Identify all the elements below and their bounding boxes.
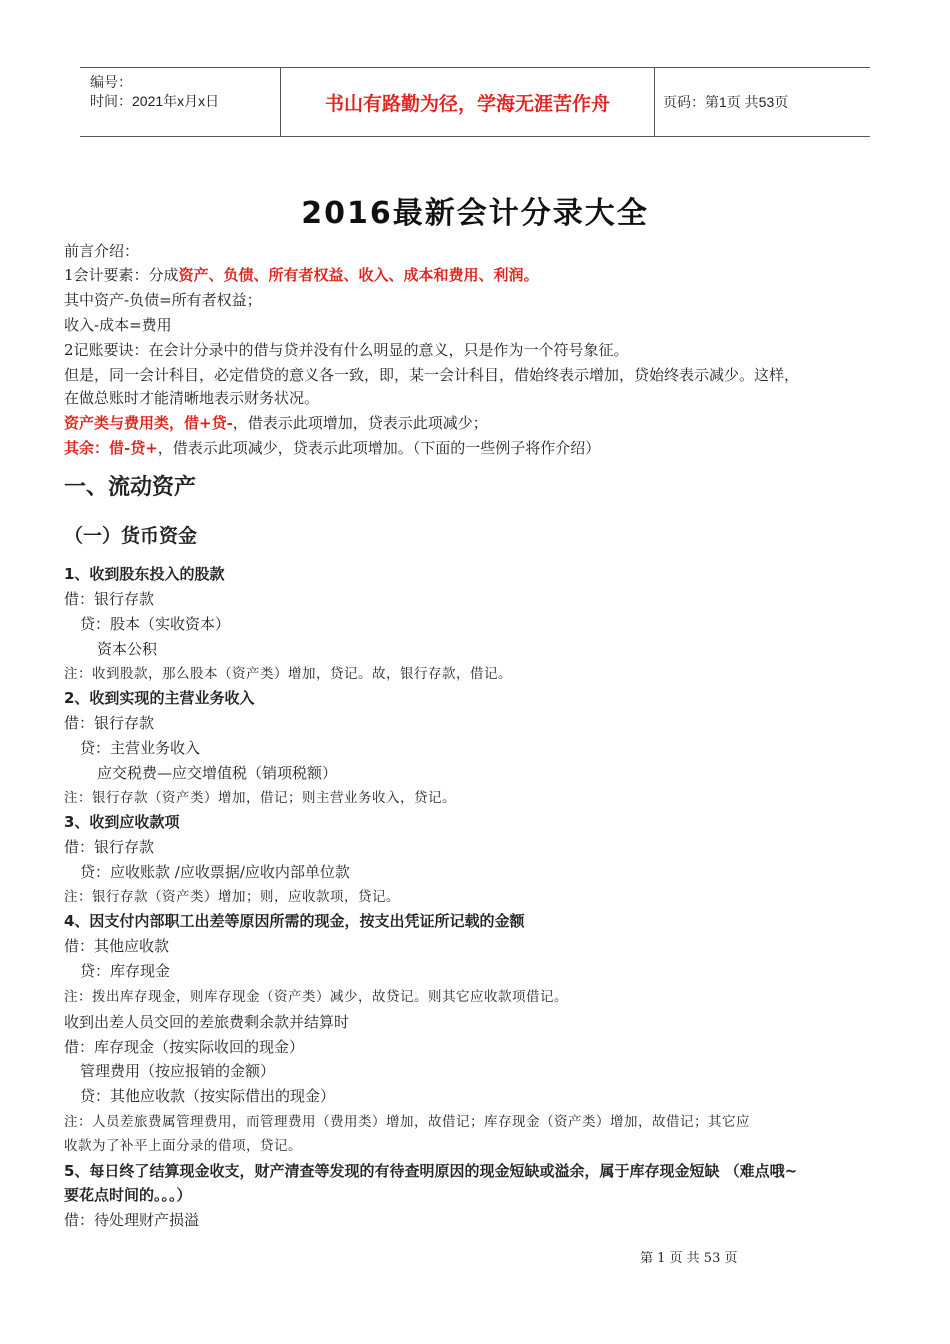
entry-2-debit: 借：银行存款 (64, 714, 155, 732)
entry-4-debit: 借：其他应收款 (64, 937, 170, 955)
entry-2-credit: 贷：主营业务收入 (80, 739, 201, 757)
entry-1-debit: 借：银行存款 (64, 590, 155, 608)
subsection-heading: （一）货币资金 (64, 525, 198, 547)
intro-but-line-1: 但是，同一会计科目，必定借贷的意义各一致，即，某一会计科目，借始终表示增加，贷始终表示减少。这样， (64, 366, 800, 384)
rule1-text: ，借表示此项增加，贷表示此项减少； (232, 414, 488, 432)
entry-1-note: 注：收到股款，那么股本（资产类）增加，贷记。故，银行存款，借记。 (64, 666, 512, 682)
entry-1-credit-2: 资本公积 (97, 640, 158, 658)
entry-3-debit: 借：银行存款 (64, 838, 155, 856)
entry-2-note: 注：银行存款（资产类）增加，借记；则主营业务收入，贷记。 (64, 790, 456, 806)
rule2-highlight: 其余：借-贷+ (64, 439, 158, 457)
equation-1: 其中资产-负债=所有者权益； (64, 291, 262, 309)
entry-4-sub-debit: 借：库存现金（按实际收回的现金） (64, 1038, 305, 1056)
rule1-highlight: 资产类与费用类，借+贷- (64, 414, 233, 432)
document-title: 2016最新会计分录大全 (301, 196, 649, 231)
entry-2-credit-2: 应交税费—应交增值税（销项税额） (97, 764, 338, 782)
entry-4-sub-credit: 贷：其他应收款（按实际借出的现金） (80, 1087, 336, 1105)
rule-1 (64, 413, 488, 433)
entry-5-debit: 借：待处理财产损溢 (64, 1211, 200, 1229)
page-footer: 第 1 页 共 53 页 (640, 1251, 738, 1266)
intro-but-line-2: 在做总账时才能清晰地表示财务状况。 (64, 389, 320, 407)
intro-item-1 (64, 265, 539, 285)
entry-3-credit: 贷：应收账款 /应收票据/应收内部单位款 (80, 863, 350, 881)
intro-item-2: 2记账要诀：在会计分录中的借与贷并没有什么明显的意义，只是作为一个符号象征。 (64, 341, 629, 359)
entry-5-title-a: 5、每日终了结算现金收支，财产清查等发现的有待查明原因的现金短缺或溢余，属于库存现金短缺 （难点哦~ (64, 1162, 798, 1180)
rule-2 (64, 438, 600, 458)
entry-4-sub-debit-2: 管理费用（按应报销的金额） (80, 1062, 276, 1080)
entry-5-title-b: 要花点时间的。。。） (64, 1186, 192, 1204)
header-left-cell (80, 68, 280, 136)
entry-4-note-2a: 注：人员差旅费属管理费用，而管理费用（费用类）增加，故借记；库存现金（资产类）增加，故借记；其它应 (64, 1114, 750, 1130)
header-table (80, 67, 870, 137)
entry-4-title: 4、因支付内部职工出差等原因所需的现金，按支出凭证所记载的金额 (64, 912, 525, 930)
entry-4-credit: 贷：库存现金 (80, 962, 171, 980)
equation-2: 收入-成本=费用 (64, 316, 172, 334)
entry-4-note: 注：拨出库存现金，则库存现金（资产类）减少，故贷记。则其它应收款项借记。 (64, 989, 568, 1005)
motto: 书山有路勤为径，学海无涯苦作舟 (280, 68, 655, 136)
entry-4-sub-title: 收到出差人员交回的差旅费剩余款并结算时 (64, 1013, 350, 1031)
entry-1-title: 1、收到股东投入的股款 (64, 565, 225, 583)
time-label: 时间：2021年x月x日 (90, 93, 220, 109)
entry-1-credit: 贷：股本（实收资本） (80, 615, 231, 633)
section-heading: 一、流动资产 (64, 475, 197, 500)
preface-label: 前言介绍： (64, 242, 140, 260)
entry-4-note-2b: 收款为了补平上面分录的借项，贷记。 (64, 1138, 302, 1154)
rule2-text: ，借表示此项减少，贷表示此项增加。（下面的一些例子将作介绍） (157, 439, 601, 457)
page-info: 页码：第1页 共53页 (663, 94, 789, 110)
entry-2-title: 2、收到实现的主营业务收入 (64, 689, 255, 707)
number-label: 编号： (90, 74, 132, 90)
item1-elements: 资产、负债、所有者权益、收入、成本和费用、利润 (178, 266, 524, 284)
entry-3-note: 注：银行存款（资产类）增加；则，应收款项，贷记。 (64, 889, 400, 905)
item1-prefix: 1会计要素：分成 (64, 266, 179, 284)
item1-suffix: 。 (523, 266, 539, 284)
entry-3-title: 3、收到应收款项 (64, 813, 180, 831)
